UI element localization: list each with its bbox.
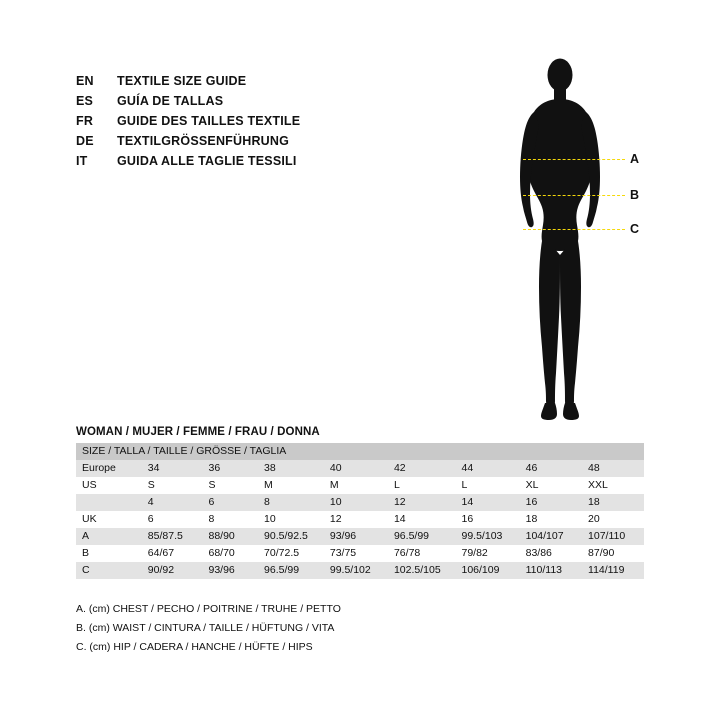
cell: 114/119 (582, 562, 644, 579)
legend-item-c: C. (cm) HIP / CADERA / HANCHE / HÜFTE / HIPS (76, 641, 313, 653)
cell: 88/90 (202, 528, 258, 545)
table-row (76, 528, 644, 545)
silhouette-svg (470, 55, 650, 435)
cell: 8 (202, 511, 258, 528)
cell: 10 (258, 511, 324, 528)
cell: 96.5/99 (258, 562, 324, 579)
row-label-us: US (76, 477, 142, 494)
cell: 44 (456, 460, 520, 477)
female-silhouette-figure (470, 55, 650, 435)
row-label-b: B (76, 545, 142, 562)
guide-label-c: C (630, 222, 640, 236)
cell: 6 (202, 494, 258, 511)
cell: 87/90 (582, 545, 644, 562)
cell: 14 (388, 511, 456, 528)
table-caption: WOMAN / MUJER / FEMME / FRAU / DONNA (76, 426, 320, 438)
cell: M (258, 477, 324, 494)
cell: 107/110 (582, 528, 644, 545)
cell: 12 (324, 511, 388, 528)
cell: 18 (582, 494, 644, 511)
cell: 12 (388, 494, 456, 511)
cell: 46 (520, 460, 582, 477)
guide-line-c (523, 229, 625, 230)
cell: 40 (324, 460, 388, 477)
cell: 85/87.5 (142, 528, 203, 545)
cell: 20 (582, 511, 644, 528)
cell: L (456, 477, 520, 494)
guide-label-b: B (630, 188, 640, 202)
cell: M (324, 477, 388, 494)
guide-line-b (523, 195, 625, 196)
row-label-us-numeric (76, 494, 142, 511)
title-row-de (76, 134, 496, 154)
cell: 79/82 (456, 545, 520, 562)
cell: 83/86 (520, 545, 582, 562)
cell: XL (520, 477, 582, 494)
cell: 110/113 (520, 562, 582, 579)
table-header-row (76, 443, 644, 460)
title-text-fr: GUIDE DES TAILLES TEXTILE (117, 114, 301, 128)
row-label-uk: UK (76, 511, 142, 528)
cell: 68/70 (202, 545, 258, 562)
table-row (76, 477, 644, 494)
cell: 4 (142, 494, 203, 511)
cell: 93/96 (324, 528, 388, 545)
legend-item-a: A. (cm) CHEST / PECHO / POITRINE / TRUHE / PETTO (76, 603, 341, 615)
row-label-europe: Europe (76, 460, 142, 477)
size-table-area (76, 426, 644, 579)
cell: 90.5/92.5 (258, 528, 324, 545)
cell: 36 (202, 460, 258, 477)
cell: 99.5/102 (324, 562, 388, 579)
cell: 18 (520, 511, 582, 528)
title-text-de: TEXTILGRÖSSENFÜHRUNG (117, 134, 290, 148)
guide-line-a (523, 159, 625, 160)
cell: 42 (388, 460, 456, 477)
cell: 93/96 (202, 562, 258, 579)
title-text-en: TEXTILE SIZE GUIDE (117, 74, 247, 88)
title-lang-en: EN (76, 74, 94, 88)
cell: S (202, 477, 258, 494)
cell: 16 (456, 511, 520, 528)
cell: 70/72.5 (258, 545, 324, 562)
table-row (76, 494, 644, 511)
title-row-en (76, 74, 496, 94)
cell: 64/67 (142, 545, 203, 562)
guide-label-a: A (630, 152, 640, 166)
title-text-es: GUÍA DE TALLAS (117, 94, 224, 108)
row-label-a: A (76, 528, 142, 545)
measurement-legend (76, 600, 341, 657)
table-row (76, 511, 644, 528)
cell: 48 (582, 460, 644, 477)
cell: XXL (582, 477, 644, 494)
cell: 34 (142, 460, 203, 477)
table-row (76, 460, 644, 477)
cell: 96.5/99 (388, 528, 456, 545)
table-header-label: SIZE / TALLA / TAILLE / GRÖSSE / TAGLIA (76, 443, 644, 460)
legend-item-b: B. (cm) WAIST / CINTURA / TAILLE / HÜFTUNG / VITA (76, 622, 335, 634)
cell: 10 (324, 494, 388, 511)
title-lang-it: IT (76, 154, 88, 168)
size-table (76, 443, 644, 579)
title-row-fr (76, 114, 496, 134)
cell: 99.5/103 (456, 528, 520, 545)
cell: 104/107 (520, 528, 582, 545)
cell: 16 (520, 494, 582, 511)
title-row-it (76, 154, 496, 174)
cell: 14 (456, 494, 520, 511)
cell: S (142, 477, 203, 494)
title-lang-es: ES (76, 94, 94, 108)
row-label-c: C (76, 562, 142, 579)
cell: 6 (142, 511, 203, 528)
cell: 102.5/105 (388, 562, 456, 579)
title-text-it: GUIDA ALLE TAGLIE TESSILI (117, 154, 297, 168)
cell: 106/109 (456, 562, 520, 579)
cell: 90/92 (142, 562, 203, 579)
cell: 73/75 (324, 545, 388, 562)
title-block (76, 74, 496, 174)
table-row (76, 562, 644, 579)
table-row (76, 545, 644, 562)
cell: L (388, 477, 456, 494)
cell: 8 (258, 494, 324, 511)
title-row-es (76, 94, 496, 114)
cell: 76/78 (388, 545, 456, 562)
title-lang-fr: FR (76, 114, 94, 128)
cell: 38 (258, 460, 324, 477)
title-lang-de: DE (76, 134, 94, 148)
